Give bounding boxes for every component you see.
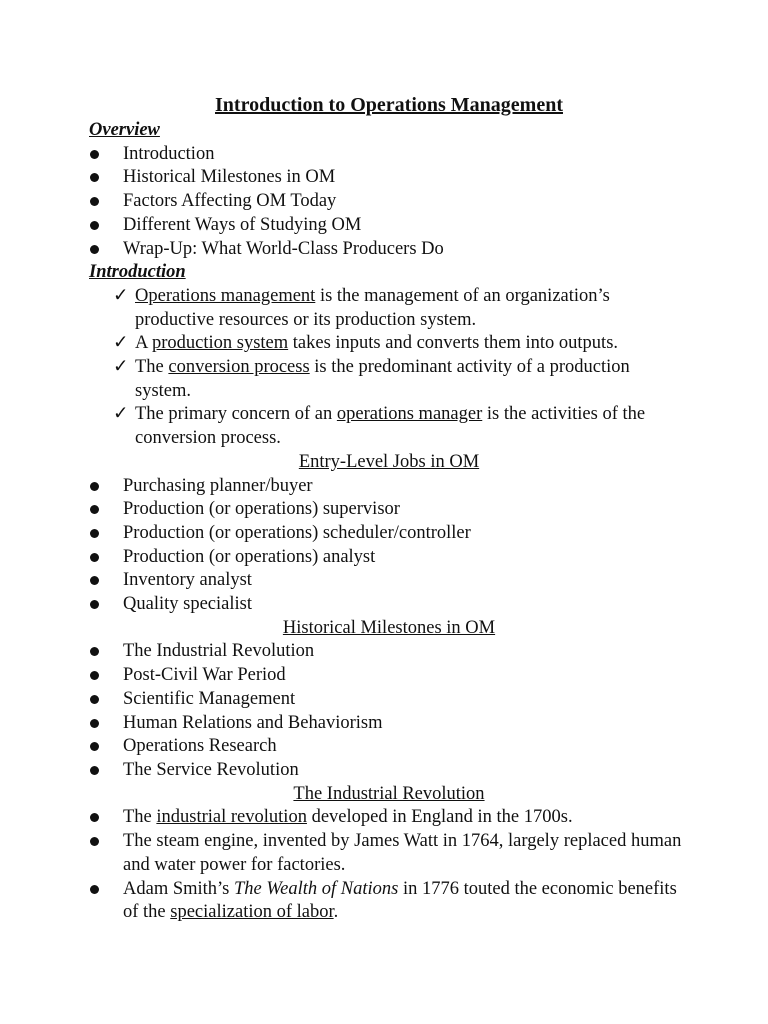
key-term: Operations management [135,285,316,306]
list-item: Production (or operations) supervisor [89,498,689,522]
list-item: Historical Milestones in OM [89,166,689,190]
entry-level-jobs-list [89,475,689,617]
book-title: The Wealth of Nations [234,878,399,899]
list-item: Production (or operations) scheduler/controller [89,522,689,546]
list-item: Production (or operations) analyst [89,546,689,570]
list-item: Factors Affecting OM Today [89,190,689,214]
item-text-pre: A [135,333,152,354]
list-item [89,806,689,830]
list-item: Introduction [89,143,689,167]
list-item: Inventory analyst [89,569,689,593]
item-text-pre: The [135,357,169,378]
list-item: The Industrial Revolution [89,640,689,664]
check-item [89,356,689,403]
key-term: specialization of labor [170,902,334,923]
item-text-post: is the activities of the conversion process. [135,404,646,449]
historical-milestones-list [89,640,689,782]
key-term: operations manager [336,404,483,425]
list-item: Wrap-Up: What World-Class Producers Do [89,238,689,262]
list-item: Purchasing planner/buyer [89,475,689,499]
check-item [89,285,689,332]
list-item: The Service Revolution [89,759,689,783]
item-text-post: takes inputs and converts them into outputs. [288,333,619,354]
check-icon: ✓ [113,333,129,354]
page-title: Introduction to Operations Management [215,94,563,116]
overview-label: Overview [89,120,160,140]
historical-milestones-heading: Historical Milestones in OM [282,617,496,638]
item-text-mid: in 1776 touted the economic benefits of the [123,878,677,923]
item-text-pre: The [123,807,157,828]
check-icon: ✓ [113,404,129,425]
list-item: Different Ways of Studying OM [89,214,689,238]
introduction-list [89,285,689,451]
item-text-post: developed in England in the 1700s. [306,807,573,828]
list-item: The steam engine, invented by James Watt in 1764, largely replaced human and water power for factories. [89,830,689,877]
item-text-post: . [333,902,339,923]
item-text-pre: The primary concern of an [135,404,337,425]
check-item [89,403,689,450]
item-text-post: is the management of an organization’s productive resources or its production system. [135,285,610,330]
document-content [89,93,689,925]
entry-level-jobs-heading: Entry-Level Jobs in OM [298,451,480,472]
key-term: conversion process [168,357,310,378]
key-term: industrial revolution [156,807,307,828]
list-item: Quality specialist [89,593,689,617]
introduction-label: Introduction [89,262,186,283]
item-text-pre: Adam Smith’s [123,878,235,899]
check-icon: ✓ [113,285,129,306]
list-item: Post-Civil War Period [89,664,689,688]
item-text-post: is the predominant activity of a production system. [135,357,630,401]
list-item: Operations Research [89,735,689,759]
industrial-revolution-list [89,806,689,925]
check-icon: ✓ [113,357,129,378]
key-term: production system [151,333,289,354]
list-item [89,878,689,925]
check-item [89,332,689,356]
list-item: Human Relations and Behaviorism [89,712,689,736]
overview-list [89,143,689,262]
industrial-revolution-heading: The Industrial Revolution [293,783,485,804]
list-item: Scientific Management [89,688,689,712]
